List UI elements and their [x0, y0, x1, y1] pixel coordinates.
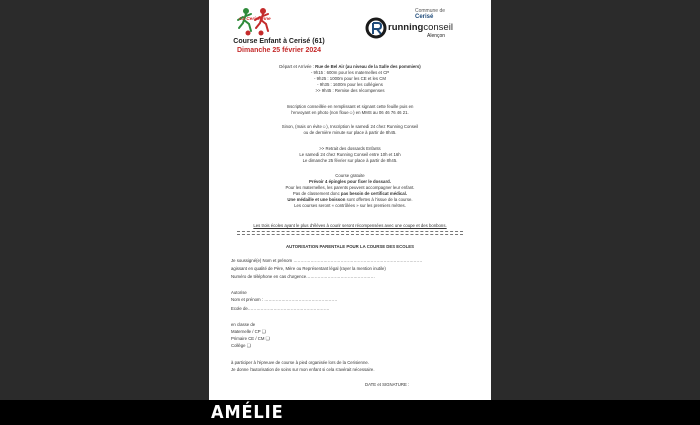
inscription-line: Inscription conseillée en remplissant et signant cette feuille puis en — [286, 104, 414, 109]
inscription-line: l'envoyant en photo (non floue☺) en MMS au 06 46 76 46 21. — [291, 110, 409, 115]
course-pins: Prévoir 4 épingles pour fixer le dossard. — [309, 179, 391, 184]
bottom-bar — [0, 400, 700, 425]
classe-option-maternelle: Maternelle / CP ❑ — [231, 329, 266, 334]
rc-city: Alençon — [427, 33, 446, 39]
classe-label: en classe de — [231, 322, 256, 327]
time-line: >> 9h45 : Remise des récompenses — [315, 88, 385, 93]
time-line: - 9h25 : 1000m pour les CE et les CM — [314, 76, 386, 81]
logo-left-text: La Cerisienne — [239, 17, 271, 22]
medaille-rest: sont offertes à l'issue de la course. — [345, 197, 413, 202]
title-block — [229, 37, 329, 55]
medaille-text: Une médaille et une boisson — [287, 197, 346, 202]
classe-option-college: Collège ❑ — [231, 343, 251, 348]
auth-autorise: Autorise — [231, 290, 247, 295]
depart-label: Départ et Arrivée : — [279, 64, 314, 69]
page-title: Course Enfant à Cerisé (61) — [233, 38, 325, 45]
rc-bold: running — [388, 22, 424, 33]
participation-line: Je donne l'autorisation de soins sur mon enfant si cela s'avérait nécessaire. — [231, 367, 375, 372]
course-controle: Les courses seront « contrôlées » sur les premiers mètres. — [294, 203, 406, 208]
course-medaille — [209, 197, 491, 202]
brand-watermark: AMÉLIE — [211, 402, 284, 423]
commune-name: Cerisé — [415, 13, 434, 20]
classe-option-primaire: Primaire CE / CM ❑ — [231, 336, 270, 341]
auth-line: Je soussigné(e) Nom et prénom ……………………………………………………………………………… — [231, 258, 423, 263]
signature-label: DATE et SIGNATURE : — [365, 382, 410, 387]
retrait-line: Le samedi 24 chez Running Conseil entre 10h et 16h — [299, 152, 401, 157]
commune-prefix: Commune de — [415, 8, 446, 14]
participation-line: à participer à l'épreuve de course à pied organisée lors de la Cerisienne. — [231, 360, 369, 365]
school-field: Ecole de………………………………………………… — [231, 306, 330, 311]
inscription-line: ou de dernière minute sur place à partir de 8h45. — [303, 130, 397, 135]
child-name-field: Nom et prénom : …………………………………………… — [231, 297, 338, 302]
depart-place: Rue de Bel Air (au niveau de la Salle des pommiers) — [315, 64, 421, 69]
time-line: - 9h35 : 1600m pour les collégiens — [317, 82, 383, 87]
course-line — [209, 173, 491, 178]
dashed-separator — [237, 234, 463, 235]
dashed-separator — [237, 231, 463, 232]
event-date: Dimanche 25 février 2024 — [236, 47, 322, 54]
rc-thin: conseil — [423, 22, 453, 33]
auth-line: agissant en qualité de Père, Mère ou Représentant légal (rayer la mention inutile) — [231, 266, 386, 271]
time-line: - 9h15 : 600m pour les maternelles et CP — [310, 70, 390, 75]
retrait-line: >> Retrait des dossards Enfants — [319, 146, 381, 151]
depart-line — [209, 64, 491, 69]
running-conseil-logo — [388, 22, 453, 33]
auth-line: Numéro de téléphone en cas d'urgence………………………………………… — [231, 274, 375, 279]
flyer-page — [209, 0, 491, 400]
retrait-line: Le dimanche 25 février sur place à partir de 8h45. — [302, 158, 398, 163]
commune-logo — [415, 9, 475, 20]
ecoles-note: Les trois écoles ayant le plus d'élèves à courir seront récompensées avec une coupe et des bonbons. — [253, 223, 447, 228]
running-conseil-icon — [365, 17, 387, 39]
classement-text: Pas de classement donc — [292, 191, 341, 196]
course-classement — [209, 191, 491, 196]
course-free: Course gratuite — [335, 173, 365, 178]
inscription-line: Sinon, (mais on évite☺), Inscription le samedi 24 chez Running Conseil — [281, 124, 419, 129]
course-parents: Pour les maternelles, les parents peuvent accompagner leur enfant. — [285, 185, 415, 190]
auth-title: AUTORISATION PARENTALE POUR LA COURSE DES ECOLES — [286, 244, 414, 249]
certificat-text: pas besoin de certificat médical. — [340, 191, 408, 196]
